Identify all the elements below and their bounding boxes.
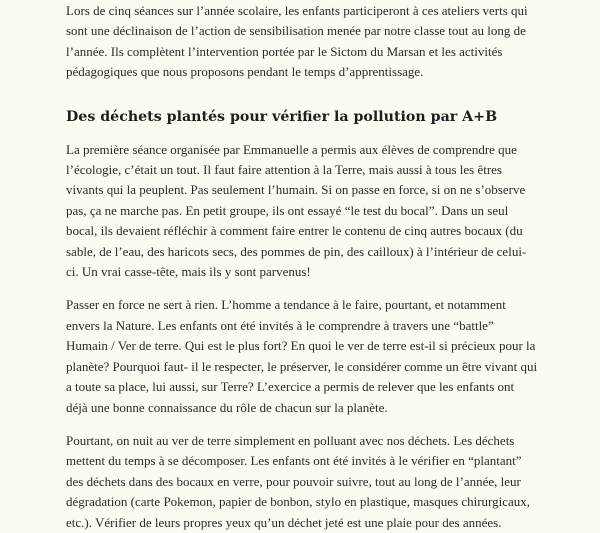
body-paragraph-2: Passer en force ne sert à rien. L’homme a tendance à le faire, pourtant, et notamment envers la Nature. Les enfants ont été invités à le comprendre à travers une “battle” Humain / Ver de terre. Qui est le plus fort? En quoi le ver de terre est-il si précieux pour la planète? Pourquoi faut- il le respecter, le préserver, le considérer comme un être vivant qui a toute sa place, lui aussi, sur Terre? L’exercice a permis de relever que les enfants ont déjà une bonne connaissance du rôle de chacun sur la planète. — [66, 297, 538, 415]
section-heading: Des déchets plantés pour vérifier la pollution par A+B — [66, 108, 498, 125]
intro-paragraph: Lors de cinq séances sur l’année scolaire, les enfants participeront à ces ateliers verts qui sont une déclinaison de l’action de sensibilisation menée par notre classe tout au long de l’année. Ils complètent l’intervention portée par le Sictom du Marsan et les activités pédagogiques que nous proposons pendant le temps d’apprentissage. — [66, 3, 528, 80]
article-body — [66, 0, 538, 533]
body-paragraph-3: Pourtant, on nuit au ver de terre simplement en polluant avec nos déchets. Les déchets mettent du temps à se décomposer. Les enfants ont été invités à le vérifier en “plantant” des déchets dans des bocaux en verre, pour pouvoir suivre, tout au long de l’année, leur dégradation (carte Pokemon, papier de bonbon, stylo en plastique, masques chirurgicaux, etc.). Vérifier de leurs propres yeux qu’un déchet jeté est une plaie pour des années. — [66, 432, 531, 530]
body-paragraph-1: La première séance organisée par Emmanuelle a permis aux élèves de comprendre que l’écologie, c’était un tout. Il faut faire attention à la Terre, mais aussi à tous les êtres vivants qui la peuplent. Pas seulement l’humain. Si on passe en force, si on ne s’observe pas, ça ne marche pas. En petit groupe, ils ont essayé “le test du bocal”. Dans un seul bocal, ils devaient réfléchir à comment faire entrer le contenu de cinq autres bocaux (du sable, de l’eau, des haricots secs, des pommes de pin, des cailloux) à l’intérieur de celui-ci. Un vrai casse-tête, mais ils y sont parvenus! — [66, 141, 527, 280]
